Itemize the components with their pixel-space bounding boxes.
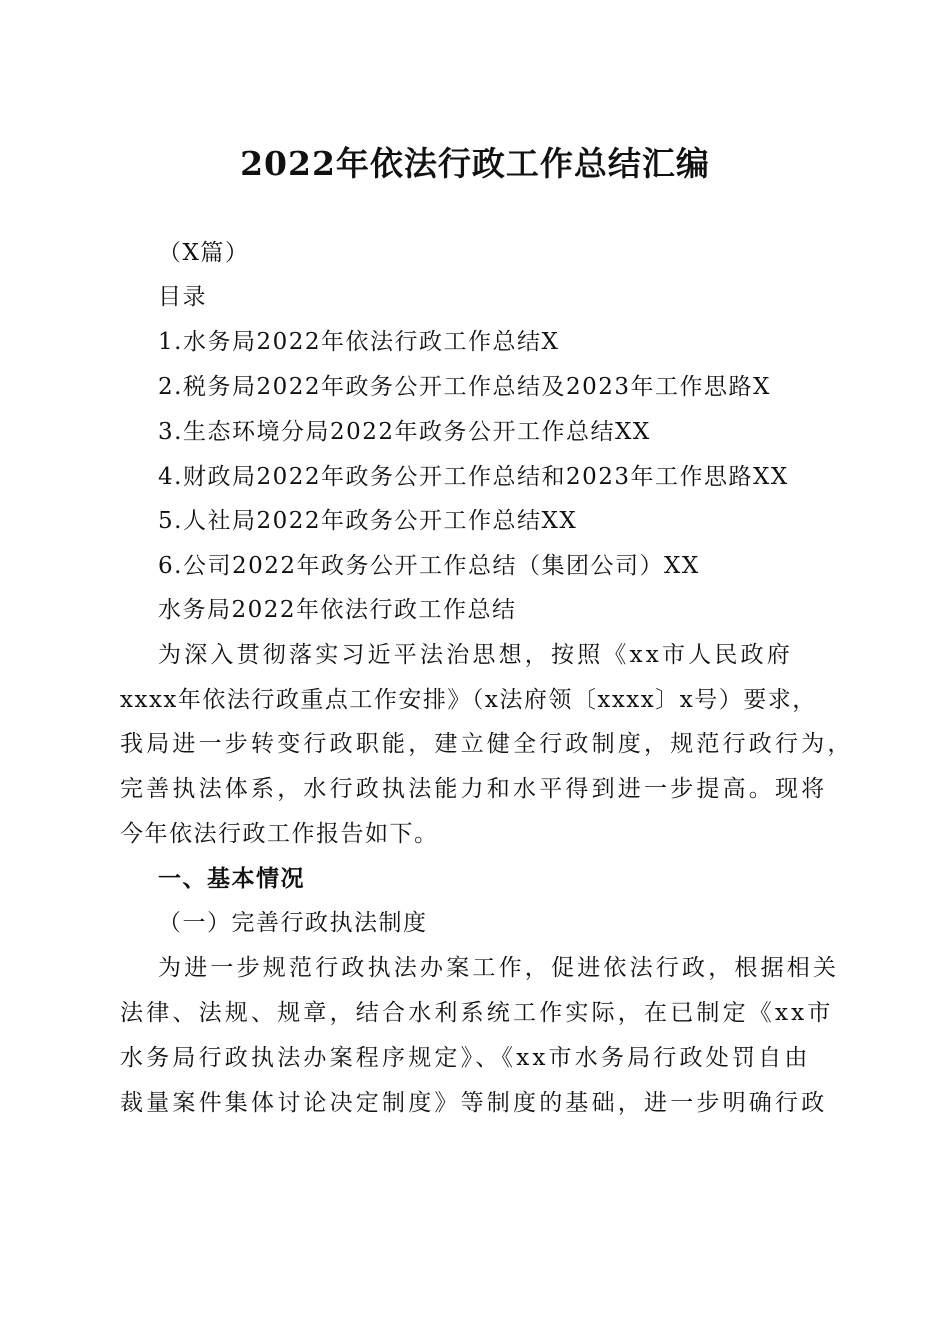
paragraph-line: 为进一步规范行政执法办案工作，促进依法行政，根据相关 [158, 955, 840, 981]
toc-item: 6.公司2022年政务公开工作总结（集团公司）XX [158, 553, 700, 579]
paragraph-line: 为深入贯彻落实习近平法治思想，按照《xx市人民政府 [158, 642, 793, 668]
toc-item: 1.水务局2022年依法行政工作总结X [158, 329, 560, 355]
paragraph-line: 完善执法体系，水行政执法能力和水平得到进一步提高。现将 [120, 776, 828, 802]
paragraph-line: xxxx年依法行政重点工作安排》（x法府领〔xxxx〕x号）要求， [120, 687, 817, 713]
paragraph-line: 今年依法行政工作报告如下。 [120, 821, 439, 847]
document-title: 2022年依法行政工作总结汇编 [240, 144, 710, 183]
subsection-heading: （一）完善行政执法制度 [158, 910, 428, 936]
subtitle-note: （X篇） [158, 240, 250, 266]
article-title: 水务局2022年依法行政工作总结 [158, 597, 517, 623]
section-heading: 一、基本情况 [158, 866, 305, 892]
toc-item: 2.税务局2022年政务公开工作总结及2023年工作思路X [158, 374, 771, 400]
paragraph-line: 裁量案件集体讨论决定制度》等制度的基础，进一步明确行政 [120, 1090, 828, 1116]
toc-item: 3.生态环境分局2022年政务公开工作总结XX [158, 419, 651, 445]
toc-item: 5.人社局2022年政务公开工作总结XX [158, 508, 578, 534]
paragraph-line: 水务局行政执法办案程序规定》、《xx市水务局行政处罚自由 [120, 1045, 811, 1071]
toc-heading: 目录 [158, 284, 207, 310]
paragraph-line: 我局进一步转变行政职能，建立健全行政制度，规范行政行为， [120, 731, 854, 757]
paragraph-line: 法律、法规、规章，结合水利系统工作实际，在已制定《xx市 [120, 1000, 834, 1026]
toc-item: 4.财政局2022年政务公开工作总结和2023年工作思路XX [158, 464, 789, 490]
